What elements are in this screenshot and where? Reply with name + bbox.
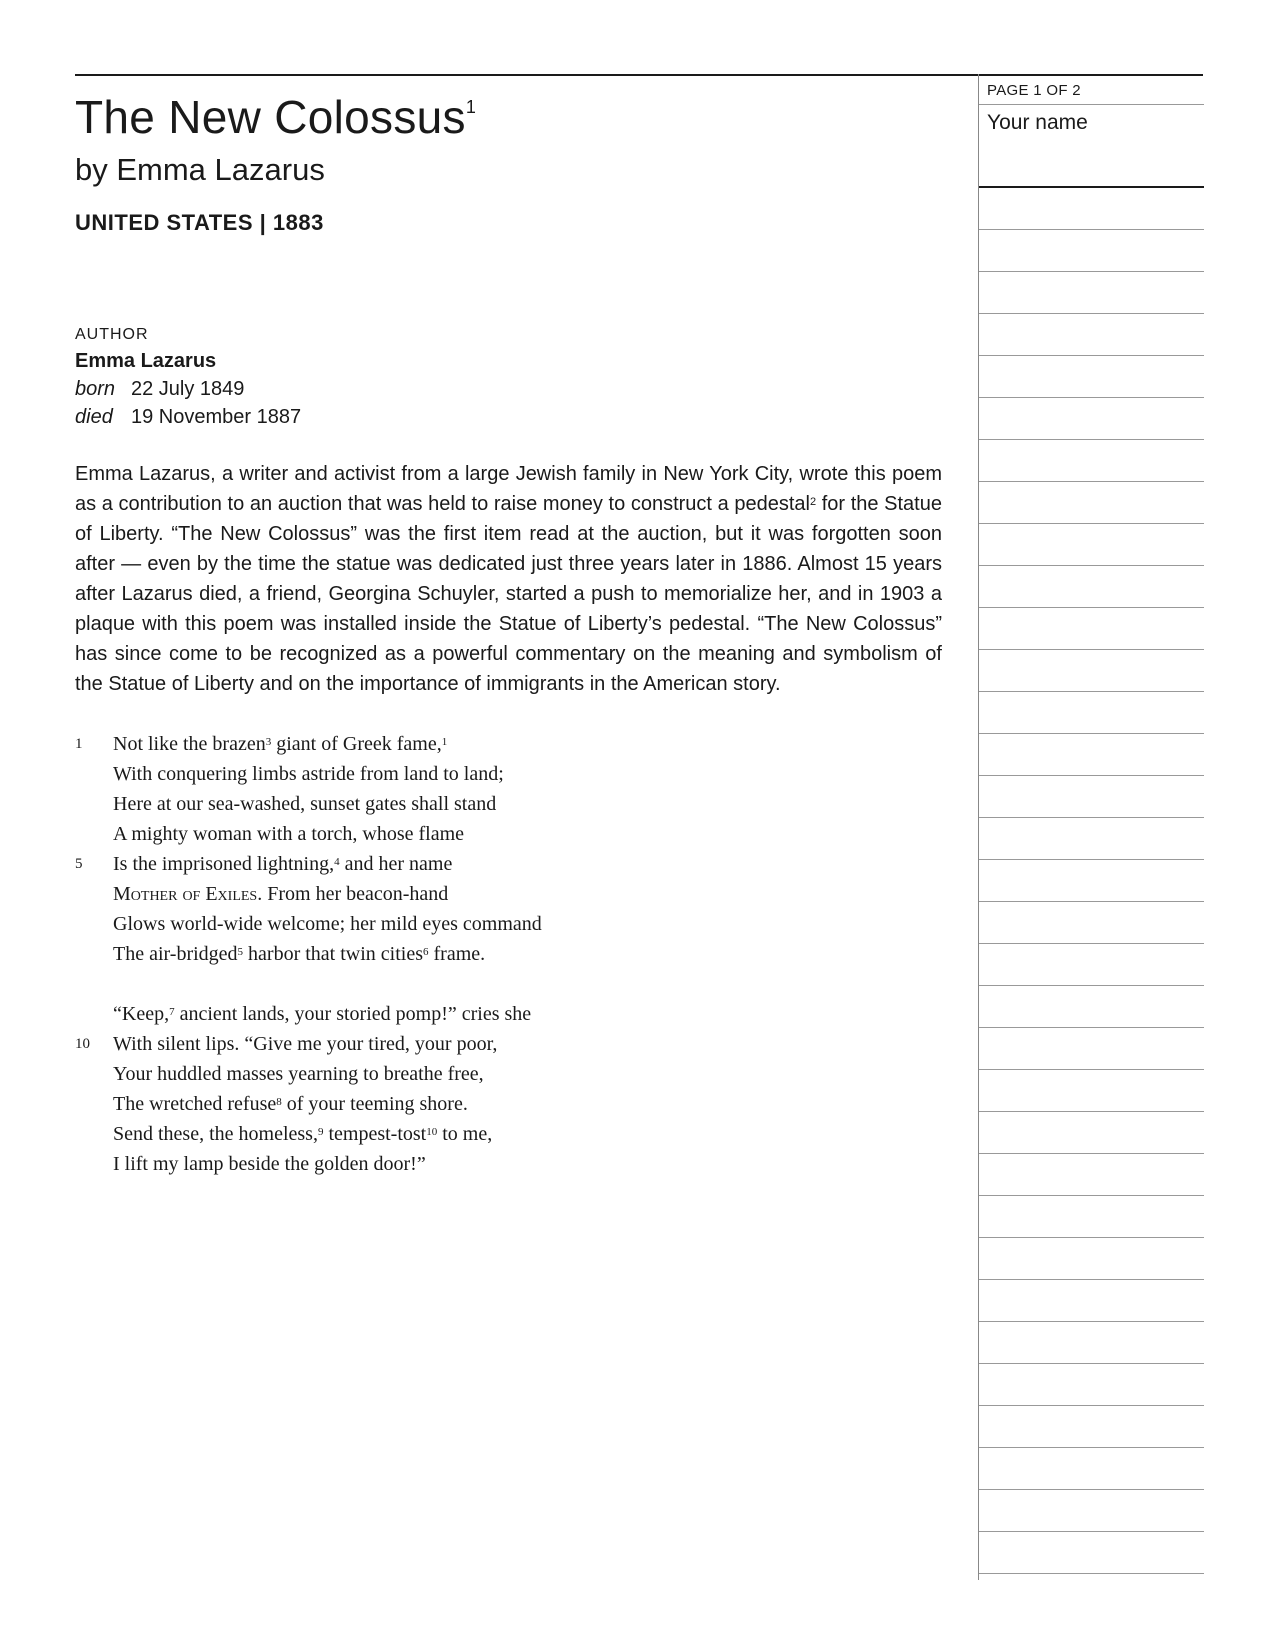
- note-line[interactable]: [979, 524, 1204, 566]
- line-number: 1: [75, 736, 83, 752]
- poem-line: Send these, the homeless,$^9$ tempest-tost$^{10}$ to me,: [113, 1123, 493, 1145]
- poem-title: The New Colossus$^1$: [75, 91, 477, 143]
- note-line[interactable]: [979, 482, 1204, 524]
- note-line[interactable]: [979, 608, 1204, 650]
- note-line[interactable]: [979, 1028, 1204, 1070]
- note-line[interactable]: [979, 1490, 1204, 1532]
- note-line[interactable]: [979, 776, 1204, 818]
- notes-sidebar: [978, 74, 1204, 1580]
- note-line[interactable]: [979, 902, 1204, 944]
- note-lines: [979, 188, 1204, 1574]
- note-line[interactable]: [979, 1280, 1204, 1322]
- note-line[interactable]: [979, 1196, 1204, 1238]
- note-line[interactable]: [979, 440, 1204, 482]
- note-line[interactable]: [979, 356, 1204, 398]
- poem-line: 5 Is the imprisoned lightning,$^4$ and her name: [75, 849, 945, 879]
- poem-line: Here at our sea-washed, sunset gates shall stand: [113, 793, 497, 815]
- died-row: died 19 November 1887: [75, 406, 302, 428]
- note-line[interactable]: [979, 944, 1204, 986]
- poem-line: Your huddled masses yearning to breathe free,: [113, 1063, 484, 1085]
- note-line[interactable]: [979, 1448, 1204, 1490]
- poem-line: The wretched refuse$^8$ of your teeming shore.: [113, 1093, 468, 1115]
- intro-paragraph: Emma Lazarus, a writer and activist from a large Jewish family in New York City, wrote this poem as a contribution to an auction that was held to raise money to construct a pedestal$^2$ for the Statue of Liberty. “The New Colossus” was the first item read at the auction, but it was forgotten soon after — even by the time the statue was dedicated just three years later in 1886. Almost 15 years after Lazarus died, a friend, Georgina Schuyler, started a push to memorialize her, and in 1903 a plaque with this poem was installed inside the Statue of Liberty’s pedestal. “The New Colossus” has since come to be recognized as a powerful commentary on the meaning and symbolism of the Statue of Liberty and on the importance of immigrants in the American story.: [75, 463, 942, 695]
- note-line[interactable]: [979, 566, 1204, 608]
- poem-line: With conquering limbs astride from land to land;: [113, 763, 504, 785]
- name-field[interactable]: Your name: [979, 105, 1204, 188]
- stanza-1: [75, 729, 945, 969]
- byline: by Emma Lazarus: [75, 152, 325, 187]
- note-line[interactable]: [979, 1406, 1204, 1448]
- author-block: [75, 326, 945, 429]
- poem-line: The air-bridged$^5$ harbor that twin cities$^6$ frame.: [113, 943, 486, 965]
- title-footnote: 1: [465, 97, 477, 117]
- poem-line: A mighty woman with a torch, whose flame: [113, 823, 465, 845]
- note-line[interactable]: [979, 188, 1204, 230]
- country-year: UNITED STATES | 1883: [75, 210, 324, 235]
- born-row: born 22 July 1849: [75, 378, 245, 400]
- note-line[interactable]: [979, 1322, 1204, 1364]
- note-line[interactable]: [979, 860, 1204, 902]
- poem-line: Mother of Exiles. From her beacon-hand: [113, 883, 449, 905]
- note-line[interactable]: [979, 272, 1204, 314]
- note-line[interactable]: [979, 1238, 1204, 1280]
- line-number: 5: [75, 856, 83, 872]
- note-line[interactable]: [979, 230, 1204, 272]
- footnote-marker: 2: [809, 496, 817, 508]
- poem-line: “Keep,$^7$ ancient lands, your storied pomp!” cries she: [113, 1003, 532, 1025]
- note-line[interactable]: [979, 734, 1204, 776]
- poem-line: I lift my lamp beside the golden door!”: [113, 1153, 426, 1175]
- stanza-2: [75, 999, 945, 1179]
- poem-line: Glows world-wide welcome; her mild eyes command: [113, 913, 542, 935]
- note-line[interactable]: [979, 314, 1204, 356]
- note-line[interactable]: [979, 692, 1204, 734]
- note-line[interactable]: [979, 650, 1204, 692]
- poem-body: [75, 729, 945, 1179]
- note-line[interactable]: [979, 1364, 1204, 1406]
- author-section-label: AUTHOR: [75, 326, 149, 343]
- note-line[interactable]: [979, 1532, 1204, 1574]
- page-indicator: PAGE 1 OF 2: [979, 74, 1204, 105]
- main-content: [75, 80, 945, 1179]
- author-name: Emma Lazarus: [75, 350, 217, 372]
- note-line[interactable]: [979, 986, 1204, 1028]
- note-line[interactable]: [979, 818, 1204, 860]
- poem-line: 1 Not like the brazen$^3$ giant of Greek fame,$^1$: [75, 729, 945, 759]
- note-line[interactable]: [979, 1070, 1204, 1112]
- line-number: 10: [75, 1036, 90, 1052]
- poem-line: 10 With silent lips. “Give me your tired, your poor,: [75, 1029, 945, 1059]
- note-line[interactable]: [979, 1154, 1204, 1196]
- note-line[interactable]: [979, 398, 1204, 440]
- note-line[interactable]: [979, 1112, 1204, 1154]
